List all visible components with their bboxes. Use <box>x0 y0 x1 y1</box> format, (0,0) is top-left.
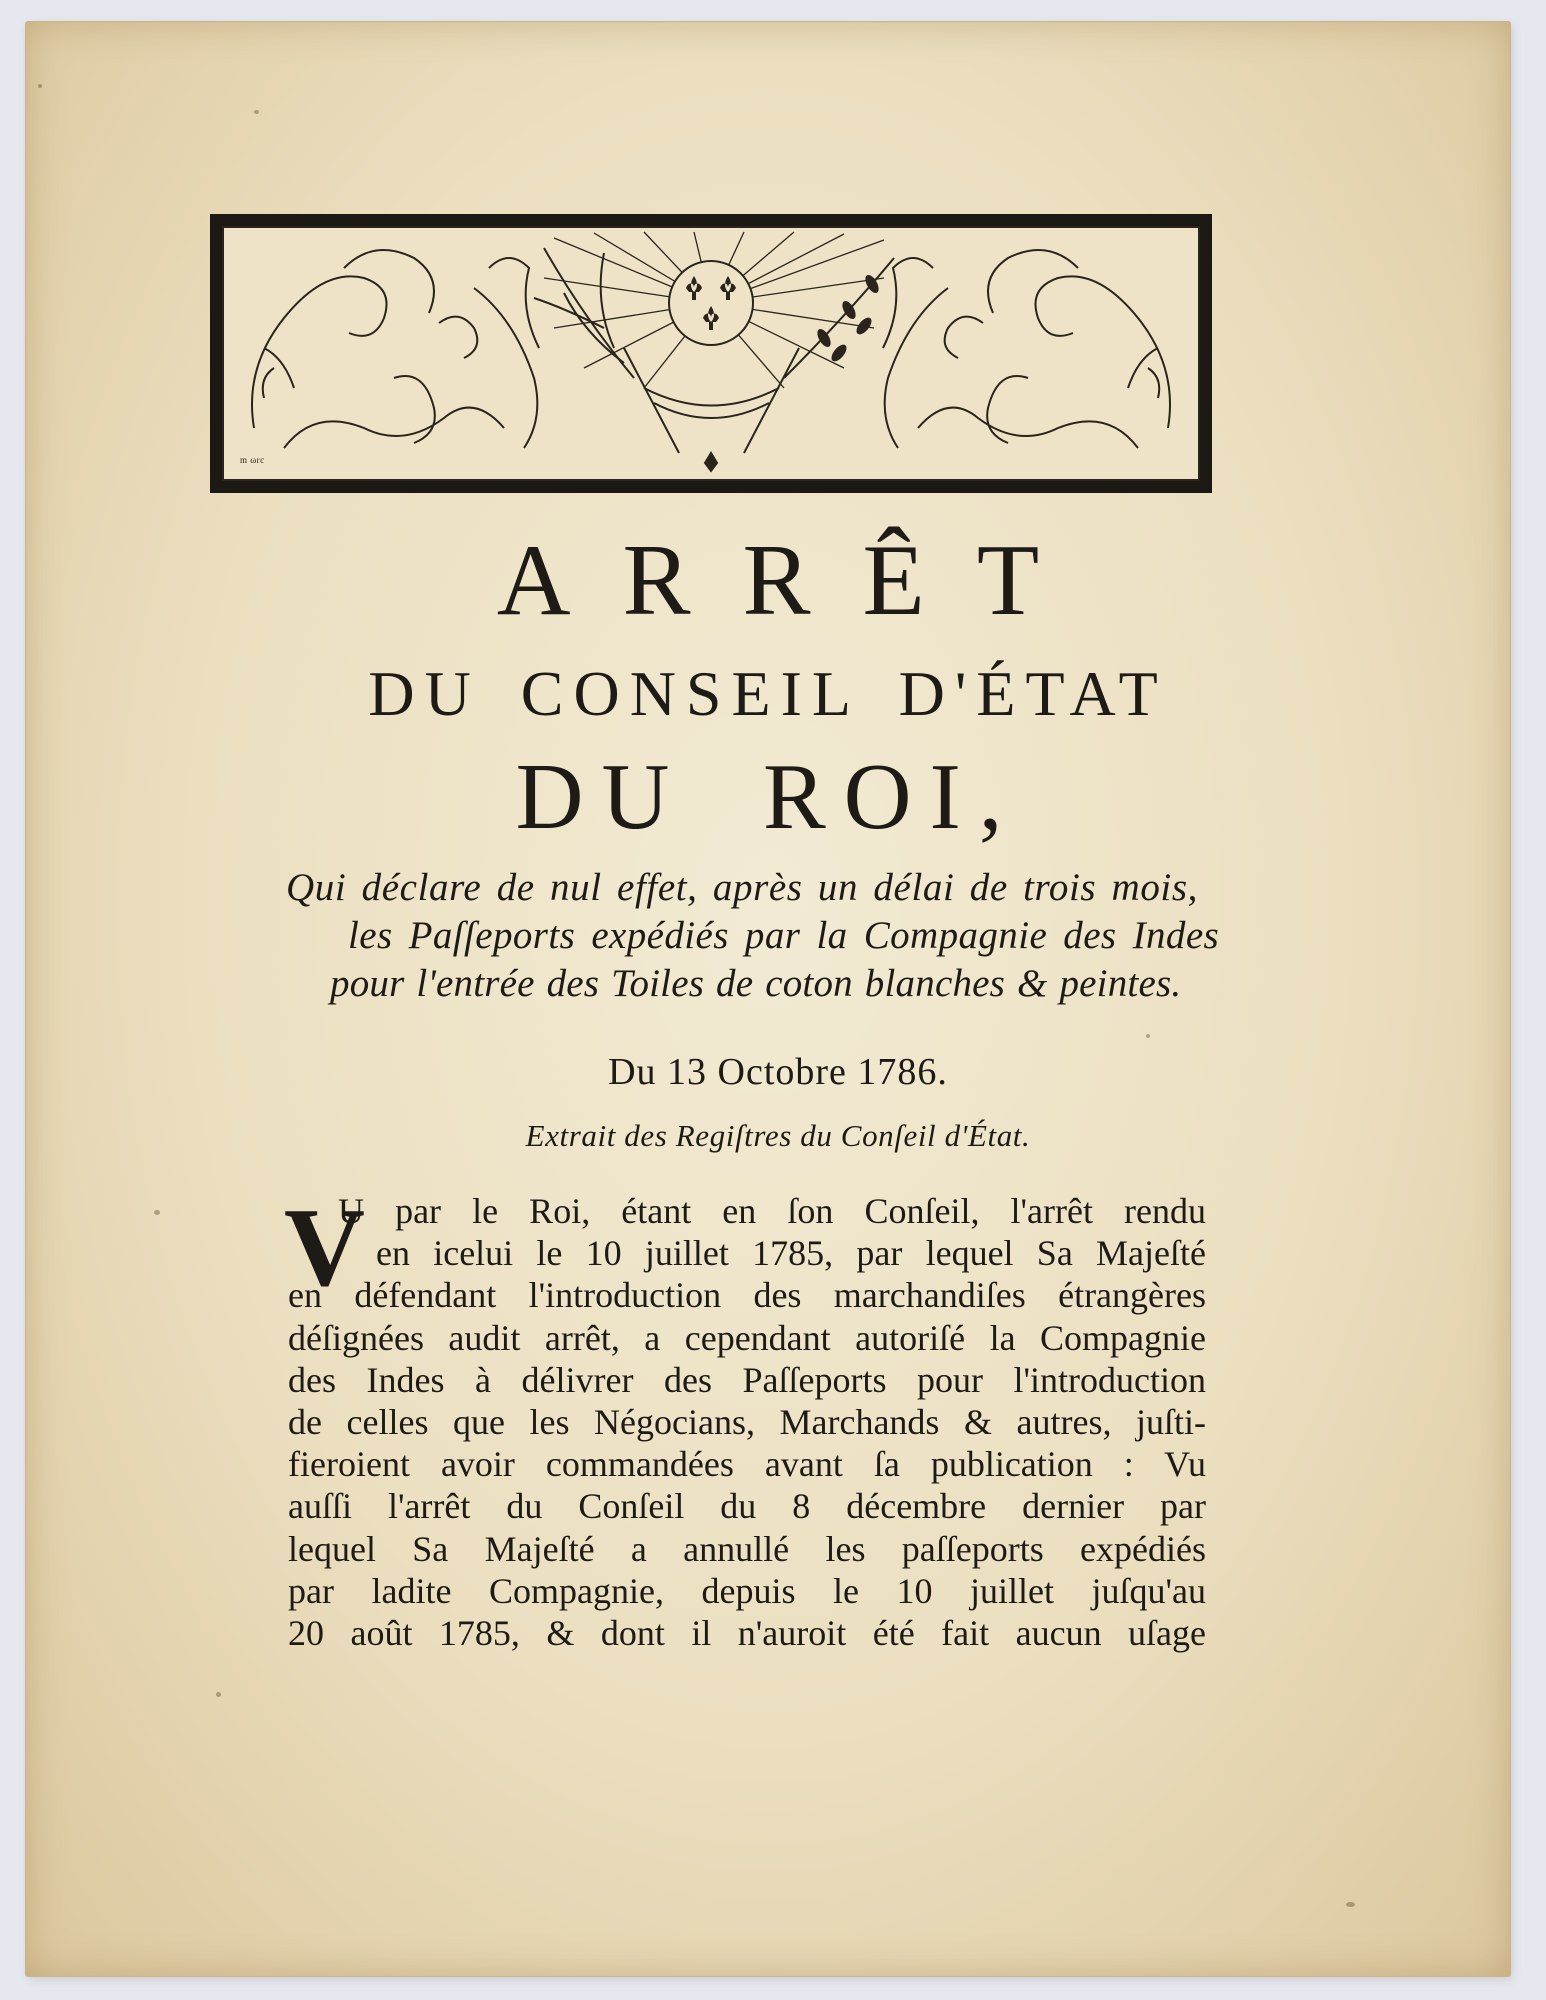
paper-speck <box>1346 1902 1355 1907</box>
paper-speck <box>38 84 42 88</box>
paper-speck <box>216 1692 221 1697</box>
decree-body <box>284 1186 1206 1654</box>
paper-speck <box>254 110 259 114</box>
summary-line: Qui déclare de nul effet, après un délai de trois mois, <box>286 866 1198 909</box>
body-line: auſſi l'arrêt du Conſeil du 8 décembre dernier par <box>288 1486 1206 1527</box>
body-line: fieroient avoir commandées avant ſa publication : Vu <box>288 1444 1206 1485</box>
body-line: par ladite Compagnie, depuis le 10 juillet juſqu'au <box>288 1570 1206 1611</box>
body-line: 20 août 1785, & dont il n'auroit été fait aucun uſage <box>288 1613 1206 1654</box>
decree-summary <box>286 864 1220 1008</box>
fleur-de-lis-sunburst-ornament-icon <box>224 228 1198 479</box>
body-line: de celles que les Négocians, Marchands & autres, juſti- <box>288 1402 1206 1443</box>
title-conseil-detat: DU CONSEIL D'ÉTAT <box>368 658 1168 729</box>
title-arret: ARRÊT <box>496 524 1092 637</box>
title-du-roi: DU ROI, <box>515 745 1021 849</box>
woodcut-headpiece <box>210 214 1212 493</box>
registry-extract-heading: Extrait des Regiſtres du Conſeil d'État. <box>525 1118 1031 1153</box>
body-line: U par le Roi, étant en ſon Conſeil, l'arrêt rendu <box>338 1191 1206 1231</box>
paper-speck <box>1146 1034 1150 1038</box>
body-line: en icelui le 10 juillet 1785, par lequel Sa Majeſté <box>376 1233 1206 1274</box>
summary-line: pour l'entrée des Toiles de coton blanches & peintes. <box>330 962 1182 1005</box>
document-page <box>26 22 1510 1976</box>
summary-line: les Paſſeports expédiés par la Compagnie des Indes <box>348 914 1220 957</box>
engraver-mark: m ωrc <box>240 455 265 465</box>
body-line: des Indes à délivrer des Paſſeports pour l'introduction <box>288 1359 1206 1400</box>
body-line: déſignées audit arrêt, a cependant autoriſé la Compagnie <box>288 1317 1206 1358</box>
dropcap-letter: V <box>284 1186 365 1310</box>
body-line: lequel Sa Majeſté a annullé les paſſeports expédiés <box>288 1528 1206 1569</box>
decree-date: Du 13 Octobre 1786. <box>608 1051 948 1093</box>
paper-speck <box>154 1210 160 1215</box>
body-line: en défendant l'introduction des marchandiſes étrangères <box>288 1275 1206 1316</box>
